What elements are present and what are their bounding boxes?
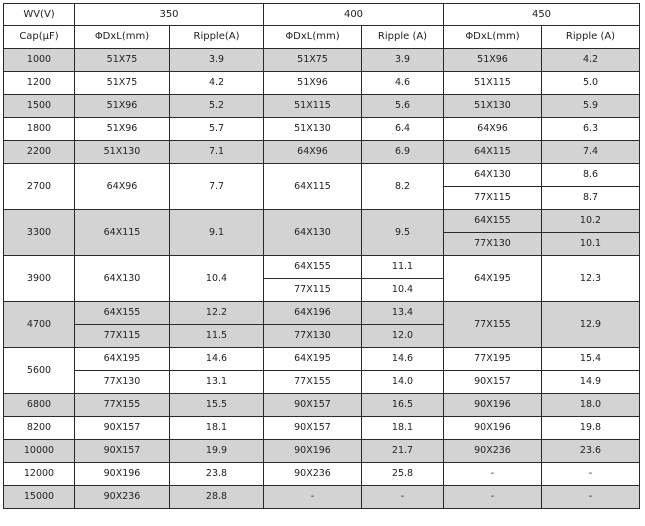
cap-cell: 4700 bbox=[4, 302, 75, 348]
size-cell-400: 64X96 bbox=[264, 141, 362, 164]
size-cell-400: 90X196 bbox=[264, 440, 362, 463]
ripple-cell-350: 11.5 bbox=[170, 325, 264, 348]
table-row bbox=[4, 256, 640, 279]
size-cell-400: 90X157 bbox=[264, 394, 362, 417]
cap-cell: 1200 bbox=[4, 72, 75, 95]
ripple-cell-350: 15.5 bbox=[170, 394, 264, 417]
size-cell-350: 64X195 bbox=[75, 348, 170, 371]
ripple-header-350: Ripple(A) bbox=[170, 26, 264, 49]
ripple-cell-350: 12.2 bbox=[170, 302, 264, 325]
size-cell-400: 51X75 bbox=[264, 49, 362, 72]
size-header-350: ΦDxL(mm) bbox=[75, 26, 170, 49]
size-header-400: ΦDxL(mm) bbox=[264, 26, 362, 49]
table-row bbox=[4, 95, 640, 118]
ripple-cell-450: 8.6 bbox=[542, 164, 640, 187]
table-row bbox=[4, 141, 640, 164]
cap-cell: 8200 bbox=[4, 417, 75, 440]
size-cell-400: 77X155 bbox=[264, 371, 362, 394]
size-cell-450: 64X195 bbox=[444, 256, 542, 302]
ripple-cell-450: 18.0 bbox=[542, 394, 640, 417]
table-row bbox=[4, 486, 640, 509]
ripple-cell-350: 10.4 bbox=[170, 256, 264, 302]
size-cell-350: 64X115 bbox=[75, 210, 170, 256]
table-body bbox=[4, 49, 640, 509]
ripple-cell-350: 5.7 bbox=[170, 118, 264, 141]
ripple-cell-450: 15.4 bbox=[542, 348, 640, 371]
size-cell-400: 64X115 bbox=[264, 164, 362, 210]
size-header-450: ΦDxL(mm) bbox=[444, 26, 542, 49]
size-cell-400: 90X236 bbox=[264, 463, 362, 486]
cap-cell: 3300 bbox=[4, 210, 75, 256]
table-row bbox=[4, 302, 640, 325]
ripple-cell-450: - bbox=[542, 486, 640, 509]
size-cell-450: 90X157 bbox=[444, 371, 542, 394]
size-cell-400: 64X130 bbox=[264, 210, 362, 256]
ripple-cell-350: 14.6 bbox=[170, 348, 264, 371]
ripple-cell-400: 4.6 bbox=[362, 72, 444, 95]
voltage-400-header: 400 bbox=[264, 4, 444, 26]
size-cell-450: 64X130 bbox=[444, 164, 542, 187]
cap-cell: 1500 bbox=[4, 95, 75, 118]
cap-cell: 3900 bbox=[4, 256, 75, 302]
cap-header: Cap(µF) bbox=[4, 26, 75, 49]
ripple-header-400: Ripple (A) bbox=[362, 26, 444, 49]
ripple-cell-400: 3.9 bbox=[362, 49, 444, 72]
table-row bbox=[4, 371, 640, 394]
ripple-cell-450: 12.3 bbox=[542, 256, 640, 302]
size-cell-350: 90X236 bbox=[75, 486, 170, 509]
ripple-cell-400: 10.4 bbox=[362, 279, 444, 302]
ripple-cell-400: 12.0 bbox=[362, 325, 444, 348]
size-cell-350: 90X196 bbox=[75, 463, 170, 486]
capacitor-spec-table bbox=[3, 3, 640, 509]
table-row bbox=[4, 49, 640, 72]
ripple-cell-350: 13.1 bbox=[170, 371, 264, 394]
ripple-cell-400: 11.1 bbox=[362, 256, 444, 279]
ripple-cell-400: 6.9 bbox=[362, 141, 444, 164]
table-row bbox=[4, 348, 640, 371]
size-cell-450: 51X96 bbox=[444, 49, 542, 72]
ripple-cell-400: 9.5 bbox=[362, 210, 444, 256]
size-cell-450: - bbox=[444, 463, 542, 486]
size-cell-400: 64X155 bbox=[264, 256, 362, 279]
voltage-header-row bbox=[4, 4, 640, 26]
size-cell-350: 51X75 bbox=[75, 49, 170, 72]
table-row bbox=[4, 394, 640, 417]
wv-header: WV(V) bbox=[4, 4, 75, 26]
ripple-cell-450: 12.9 bbox=[542, 302, 640, 348]
ripple-cell-450: - bbox=[542, 463, 640, 486]
ripple-cell-450: 10.2 bbox=[542, 210, 640, 233]
ripple-cell-350: 18.1 bbox=[170, 417, 264, 440]
size-cell-400: 51X96 bbox=[264, 72, 362, 95]
ripple-cell-450: 10.1 bbox=[542, 233, 640, 256]
size-cell-450: 51X130 bbox=[444, 95, 542, 118]
cap-cell: 1800 bbox=[4, 118, 75, 141]
size-cell-350: 77X155 bbox=[75, 394, 170, 417]
ripple-cell-350: 9.1 bbox=[170, 210, 264, 256]
cap-cell: 1000 bbox=[4, 49, 75, 72]
ripple-cell-450: 19.8 bbox=[542, 417, 640, 440]
size-cell-450: 77X130 bbox=[444, 233, 542, 256]
size-cell-350: 90X157 bbox=[75, 440, 170, 463]
table-row bbox=[4, 118, 640, 141]
size-cell-350: 51X96 bbox=[75, 118, 170, 141]
ripple-cell-400: 5.6 bbox=[362, 95, 444, 118]
size-cell-450: 77X155 bbox=[444, 302, 542, 348]
ripple-cell-400: 18.1 bbox=[362, 417, 444, 440]
size-cell-350: 77X115 bbox=[75, 325, 170, 348]
size-cell-350: 51X130 bbox=[75, 141, 170, 164]
ripple-cell-450: 5.0 bbox=[542, 72, 640, 95]
cap-cell: 10000 bbox=[4, 440, 75, 463]
size-cell-450: 64X96 bbox=[444, 118, 542, 141]
size-cell-450: 77X115 bbox=[444, 187, 542, 210]
ripple-cell-350: 3.9 bbox=[170, 49, 264, 72]
size-cell-350: 64X96 bbox=[75, 164, 170, 210]
size-cell-450: 64X115 bbox=[444, 141, 542, 164]
size-cell-350: 51X96 bbox=[75, 95, 170, 118]
ripple-cell-400: 14.0 bbox=[362, 371, 444, 394]
size-cell-350: 64X155 bbox=[75, 302, 170, 325]
ripple-cell-400: 14.6 bbox=[362, 348, 444, 371]
table-row bbox=[4, 440, 640, 463]
table-row bbox=[4, 210, 640, 233]
ripple-cell-400: 25.8 bbox=[362, 463, 444, 486]
ripple-header-450: Ripple (A) bbox=[542, 26, 640, 49]
ripple-cell-350: 7.7 bbox=[170, 164, 264, 210]
ripple-cell-450: 14.9 bbox=[542, 371, 640, 394]
ripple-cell-450: 8.7 bbox=[542, 187, 640, 210]
ripple-cell-400: 21.7 bbox=[362, 440, 444, 463]
cap-cell: 15000 bbox=[4, 486, 75, 509]
table-row bbox=[4, 463, 640, 486]
size-cell-400: 90X157 bbox=[264, 417, 362, 440]
size-cell-400: 64X195 bbox=[264, 348, 362, 371]
ripple-cell-450: 5.9 bbox=[542, 95, 640, 118]
ripple-cell-350: 4.2 bbox=[170, 72, 264, 95]
size-cell-400: 51X130 bbox=[264, 118, 362, 141]
ripple-cell-350: 7.1 bbox=[170, 141, 264, 164]
size-cell-400: 77X130 bbox=[264, 325, 362, 348]
column-header-row bbox=[4, 26, 640, 49]
size-cell-450: 90X196 bbox=[444, 394, 542, 417]
ripple-cell-450: 4.2 bbox=[542, 49, 640, 72]
table-container bbox=[3, 3, 640, 509]
ripple-cell-400: - bbox=[362, 486, 444, 509]
ripple-cell-350: 28.8 bbox=[170, 486, 264, 509]
size-cell-400: 64X196 bbox=[264, 302, 362, 325]
voltage-350-header: 350 bbox=[75, 4, 264, 26]
ripple-cell-400: 13.4 bbox=[362, 302, 444, 325]
table-row bbox=[4, 72, 640, 95]
table-row bbox=[4, 417, 640, 440]
ripple-cell-400: 8.2 bbox=[362, 164, 444, 210]
size-cell-450: 51X115 bbox=[444, 72, 542, 95]
cap-cell: 2700 bbox=[4, 164, 75, 210]
cap-cell: 12000 bbox=[4, 463, 75, 486]
ripple-cell-450: 23.6 bbox=[542, 440, 640, 463]
ripple-cell-450: 6.3 bbox=[542, 118, 640, 141]
ripple-cell-400: 16.5 bbox=[362, 394, 444, 417]
size-cell-400: 51X115 bbox=[264, 95, 362, 118]
size-cell-350: 51X75 bbox=[75, 72, 170, 95]
ripple-cell-450: 7.4 bbox=[542, 141, 640, 164]
table-row bbox=[4, 164, 640, 187]
ripple-cell-350: 23.8 bbox=[170, 463, 264, 486]
size-cell-400: 77X115 bbox=[264, 279, 362, 302]
ripple-cell-400: 6.4 bbox=[362, 118, 444, 141]
voltage-450-header: 450 bbox=[444, 4, 640, 26]
size-cell-400: - bbox=[264, 486, 362, 509]
ripple-cell-350: 19.9 bbox=[170, 440, 264, 463]
size-cell-450: - bbox=[444, 486, 542, 509]
size-cell-350: 90X157 bbox=[75, 417, 170, 440]
size-cell-450: 90X236 bbox=[444, 440, 542, 463]
ripple-cell-350: 5.2 bbox=[170, 95, 264, 118]
size-cell-450: 64X155 bbox=[444, 210, 542, 233]
size-cell-450: 90X196 bbox=[444, 417, 542, 440]
size-cell-450: 77X195 bbox=[444, 348, 542, 371]
size-cell-350: 77X130 bbox=[75, 371, 170, 394]
cap-cell: 6800 bbox=[4, 394, 75, 417]
cap-cell: 2200 bbox=[4, 141, 75, 164]
size-cell-350: 64X130 bbox=[75, 256, 170, 302]
cap-cell: 5600 bbox=[4, 348, 75, 394]
